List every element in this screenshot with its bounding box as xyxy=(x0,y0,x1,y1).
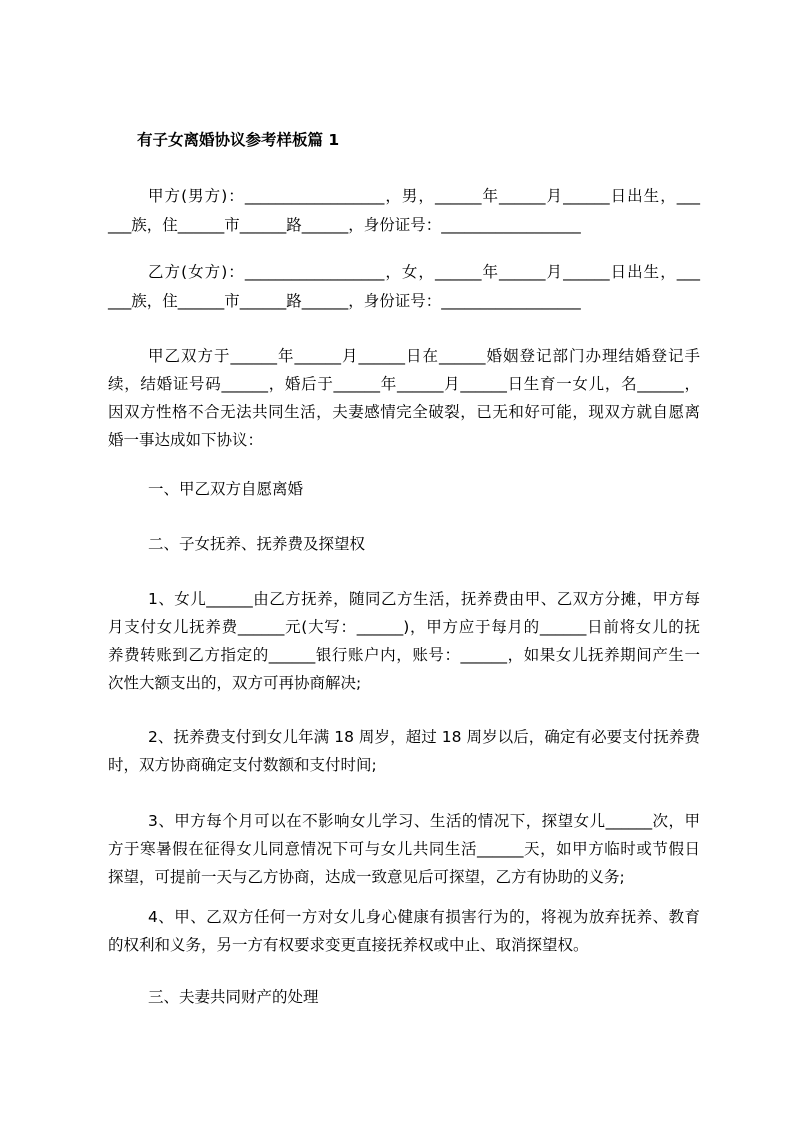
paragraph-line: 乙方(女方)：__________________，女，______年______月______日出生，___ xyxy=(148,263,700,281)
paragraph-line: 次性大额支出的，双方可再协商解决; xyxy=(108,674,362,692)
paragraph-line: 三、夫妻共同财产的处理 xyxy=(148,988,319,1006)
paragraph-line: ___族，住______市______路______，身份证号：__________________ xyxy=(108,216,581,234)
paragraph-line: 因双方性格不合无法共同生活，夫妻感情完全破裂，已无和好可能，现双方就自愿离 xyxy=(108,403,700,421)
paragraph-line: 时，双方协商确定支付数额和支付时间; xyxy=(108,756,377,774)
paragraph-line: 养费转账到乙方指定的______银行账户内，账号：______，如果女儿抚养期间产生一 xyxy=(108,646,700,664)
document-title: 有子女离婚协议参考样板篇 1 xyxy=(137,131,340,149)
paragraph-line: 甲乙双方于______年______月______日在______婚姻登记部门办理结婚登记手 xyxy=(148,347,700,365)
paragraph-line: 续，结婚证号码______，婚后于______年______月______日生育一女儿，名______， xyxy=(108,375,700,393)
paragraph-line: 二、子女抚养、抚养费及探望权 xyxy=(148,535,366,553)
paragraph-line: 婚一事达成如下协议： xyxy=(108,431,264,449)
paragraph-line: 一、甲乙双方自愿离婚 xyxy=(148,480,304,498)
paragraph-line: 2、抚养费支付到女儿年满 18 周岁，超过 18 周岁以后，确定有必要支付抚养费 xyxy=(148,728,700,746)
paragraph-line: 方于寒暑假在征得女儿同意情况下可与女儿共同生活______天，如甲方临时或节假日 xyxy=(108,840,700,858)
paragraph-line: 探望，可提前一天与乙方协商，达成一致意见后可探望，乙方有协助的义务; xyxy=(108,868,625,886)
paragraph-line: 的权利和义务，另一方有权要求变更直接抚养权或中止、取消探望权。 xyxy=(108,936,589,954)
paragraph-line: 3、甲方每个月可以在不影响女儿学习、生活的情况下，探望女儿______次，甲 xyxy=(148,812,700,830)
paragraph-line: 4、甲、乙双方任何一方对女儿身心健康有损害行为的，将视为放弃抚养、教育 xyxy=(148,908,700,926)
paragraph-line: ___族，住______市______路______，身份证号：__________________ xyxy=(108,292,581,310)
paragraph-line: 甲方(男方)：__________________，男，______年______月______日出生，___ xyxy=(148,187,700,205)
paragraph-line: 月支付女儿抚养费______元(大写：______)，甲方应于每月的______日前将女儿的抚 xyxy=(108,618,700,636)
paragraph-line: 1、女儿______由乙方抚养，随同乙方生活，抚养费由甲、乙双方分摊，甲方每 xyxy=(148,590,700,608)
